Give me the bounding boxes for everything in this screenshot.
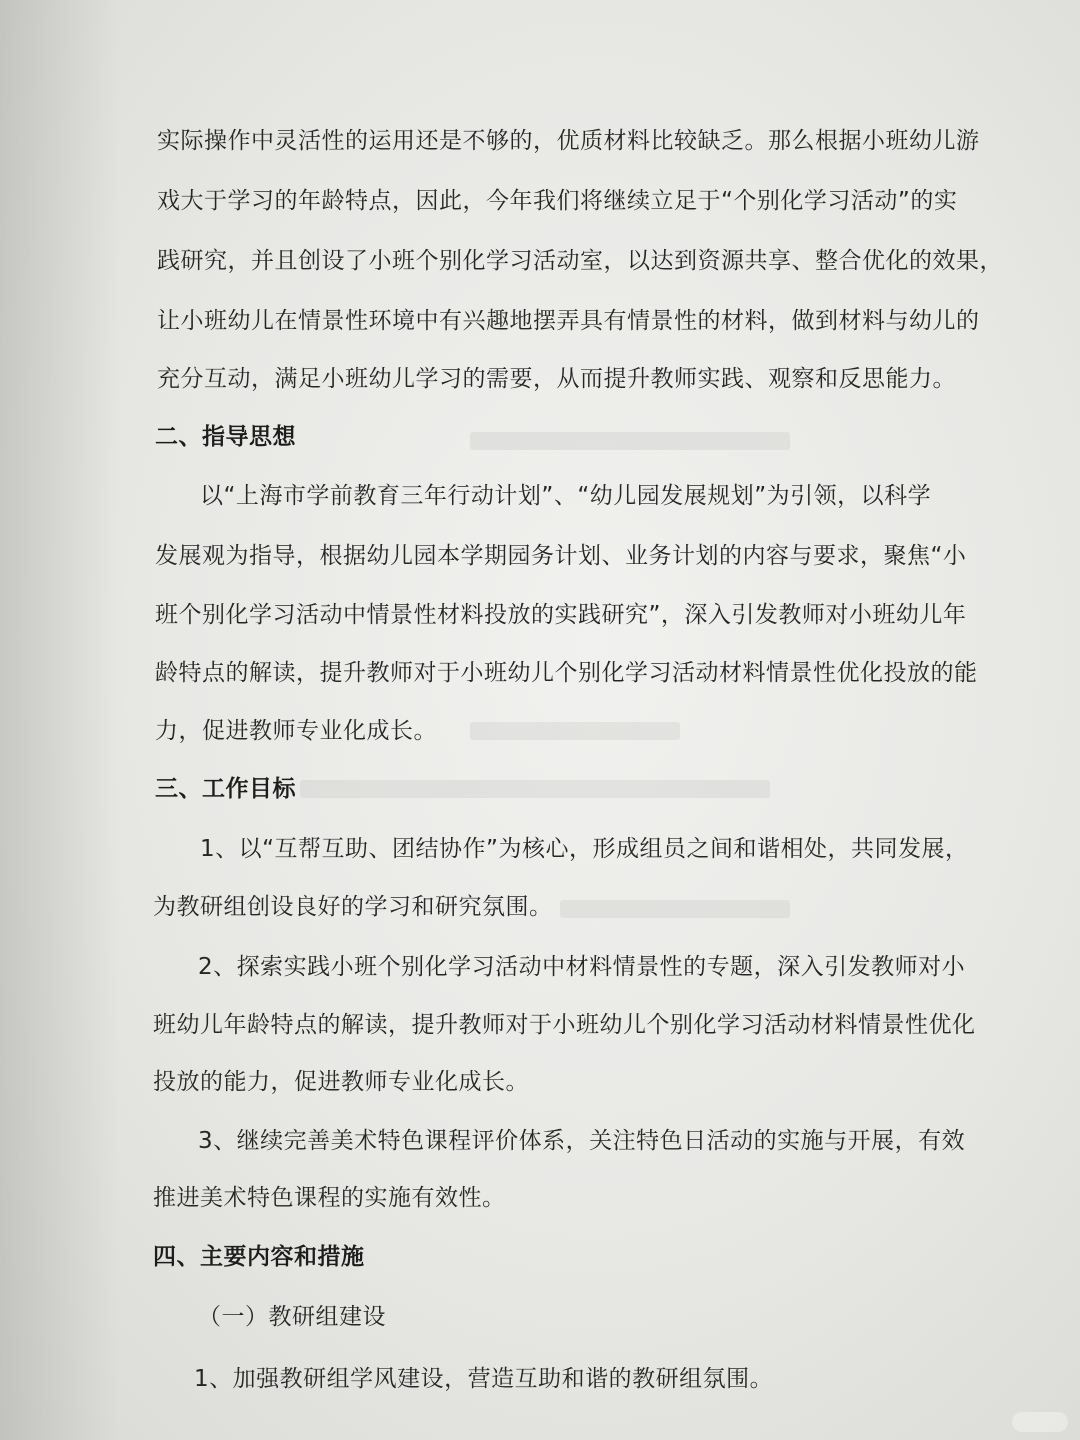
sub-heading: （一）教研组建设 — [198, 1304, 386, 1330]
text-line: 充分互动，满足小班幼儿学习的需要，从而提升教师实践、观察和反思能力。 — [157, 366, 956, 392]
text-line: 发展观为指导，根据幼儿园本学期园务计划、业务计划的内容与要求，聚焦“小 — [155, 543, 967, 569]
text-line: 为教研组创设良好的学习和研究氛围。 — [153, 894, 553, 920]
show-through-mark — [470, 432, 790, 450]
text-line: 1、加强教研组学风建设，营造互助和谐的教研组氛围。 — [194, 1366, 774, 1392]
text-line: 以“上海市学前教育三年行动计划”、“幼儿园发展规划”为引领，以科学 — [200, 483, 932, 509]
text-line: 戏大于学习的年龄特点，因此，今年我们将继续立足于“个别化学习活动”的实 — [157, 188, 958, 214]
text-line: 班个别化学习活动中情景性材料投放的实践研究”，深入引发教师对小班幼儿年 — [155, 602, 967, 628]
text-line: 推进美术特色课程的实施有效性。 — [153, 1185, 506, 1211]
text-line: 力，促进教师专业化成长。 — [155, 718, 437, 744]
text-line: 2、探索实践小班个别化学习活动中材料情景性的专题，深入引发教师对小 — [198, 954, 966, 980]
watermark-mark — [1012, 1412, 1068, 1432]
section-heading: 三、工作目标 — [155, 776, 296, 802]
text-line: 龄特点的解读，提升教师对于小班幼儿个别化学习活动材料情景性优化投放的能 — [155, 660, 978, 686]
text-line: 让小班幼儿在情景性环境中有兴趣地摆弄具有情景性的材料，做到材料与幼儿的 — [157, 308, 980, 334]
text-line: 实际操作中灵活性的运用还是不够的，优质材料比较缺乏。那么根据小班幼儿游 — [157, 128, 980, 154]
text-line: 3、继续完善美术特色课程评价体系，关注特色日活动的实施与开展，有效 — [198, 1128, 966, 1154]
page-shadow — [0, 0, 120, 1440]
section-heading: 四、主要内容和措施 — [153, 1244, 365, 1270]
text-line: 1、以“互帮互助、团结协作”为核心，形成组员之间和谐相处，共同发展， — [200, 836, 969, 862]
show-through-mark — [560, 900, 790, 918]
show-through-mark — [470, 722, 680, 740]
text-line: 投放的能力，促进教师专业化成长。 — [153, 1069, 529, 1095]
show-through-mark — [300, 780, 770, 798]
text-line: 践研究，并且创设了小班个别化学习活动室，以达到资源共享、整合优化的效果， — [157, 248, 1003, 274]
section-heading: 二、指导思想 — [155, 424, 296, 450]
text-line: 班幼儿年龄特点的解读，提升教师对于小班幼儿个别化学习活动材料情景性优化 — [153, 1012, 976, 1038]
